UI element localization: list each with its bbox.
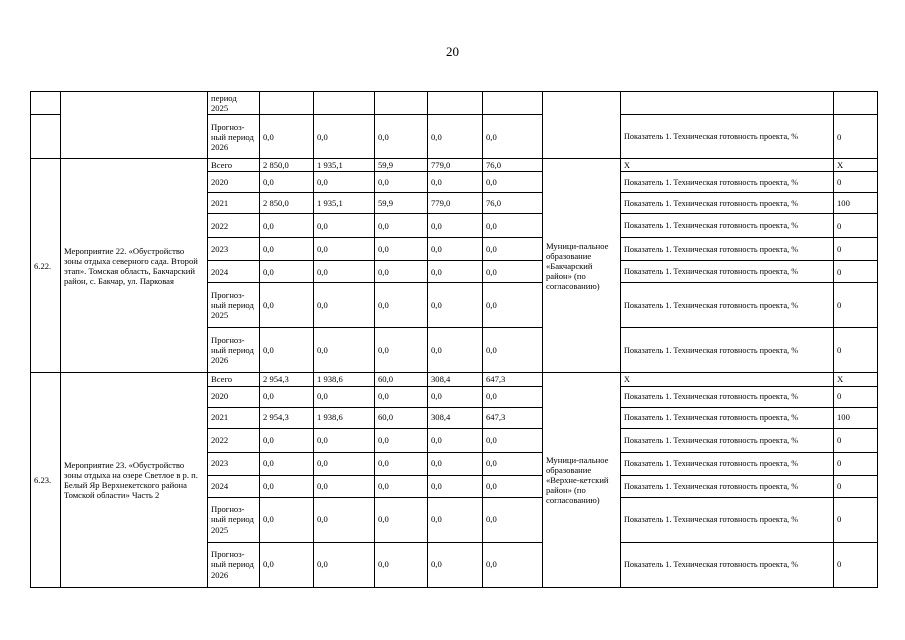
period-cell: 2021 [208, 193, 260, 214]
value-cell: 0,0 [483, 261, 543, 283]
value-cell: 0,0 [428, 428, 483, 452]
value-cell: 647,3 [483, 373, 543, 386]
value-cell: 0,0 [483, 328, 543, 373]
value-cell: 0,0 [428, 452, 483, 475]
period-cell: Прогноз-ный период 2026 [208, 542, 260, 587]
value-cell: 0,0 [375, 428, 428, 452]
table-body [31, 92, 878, 588]
value-cell: 0,0 [428, 328, 483, 373]
value-cell: 0,0 [375, 214, 428, 238]
period-cell: Прогноз-ный период 2026 [208, 328, 260, 373]
indicator-cell: Показатель 1. Техническая готовность проекта, % [621, 407, 834, 428]
table-row [31, 159, 878, 172]
period-cell: 2022 [208, 428, 260, 452]
indicator-value-cell: 100 [834, 193, 878, 214]
value-cell: 0,0 [375, 115, 428, 159]
period-cell: 2021 [208, 407, 260, 428]
indicator-value-cell: Х [834, 159, 878, 172]
indicator-value-cell: 100 [834, 407, 878, 428]
indicator-cell: Показатель 1. Техническая готовность проекта, % [621, 452, 834, 475]
value-cell: 0,0 [314, 328, 375, 373]
value-cell: 1 935,1 [314, 193, 375, 214]
table-row [31, 373, 878, 386]
value-cell: 0,0 [483, 452, 543, 475]
value-cell: 0,0 [260, 214, 314, 238]
value-cell: 0,0 [314, 428, 375, 452]
event-title-cell: Мероприятие 22. «Обустройство зоны отдыха северного сада. Второй этап». Томская область, Бакчарский район, с. Бакчар, ул. Парковая [61, 159, 208, 373]
indicator-cell: Показатель 1. Техническая готовность проекта, % [621, 328, 834, 373]
period-cell: 2022 [208, 214, 260, 238]
value-cell: 0,0 [260, 283, 314, 328]
value-cell: 60,0 [375, 373, 428, 386]
event-title-cell: Мероприятие 23. «Обустройство зоны отдыха на озере Светлое в р. п. Белый Яр Верхнекетского района Томской области» Часть 2 [61, 373, 208, 587]
table-row [31, 92, 878, 115]
indicator-cell: Показатель 1. Техническая готовность проекта, % [621, 475, 834, 497]
value-cell: 0,0 [483, 115, 543, 159]
value-cell: 0,0 [483, 214, 543, 238]
value-cell: 59,9 [375, 159, 428, 172]
value-cell: 0,0 [260, 542, 314, 587]
event-number-cell: 6.23. [31, 373, 61, 587]
value-cell: 779,0 [428, 159, 483, 172]
indicator-cell: Показатель 1. Техническая готовность проекта, % [621, 193, 834, 214]
value-cell: 0,0 [314, 283, 375, 328]
value-cell: 59,9 [375, 193, 428, 214]
value-cell: 0,0 [314, 542, 375, 587]
indicator-cell: Показатель 1. Техническая готовность проекта, % [621, 172, 834, 193]
period-cell: Прогноз-ный период 2025 [208, 283, 260, 328]
indicator-cell: Показатель 1. Техническая готовность проекта, % [621, 497, 834, 542]
value-cell: 2 954,3 [260, 373, 314, 386]
value-cell: 0,0 [314, 497, 375, 542]
value-cell: 0,0 [314, 172, 375, 193]
page-number: 20 [446, 44, 459, 59]
indicator-value-cell: 0 [834, 328, 878, 373]
value-cell: 647,3 [483, 407, 543, 428]
value-cell: 0,0 [375, 172, 428, 193]
value-cell: 0,0 [260, 238, 314, 261]
indicator-value-cell [834, 92, 878, 115]
period-cell: Прогноз-ный период 2025 [208, 497, 260, 542]
indicator-cell: Показатель 1. Техническая готовность проекта, % [621, 386, 834, 407]
value-cell: 0,0 [314, 261, 375, 283]
value-cell: 76,0 [483, 193, 543, 214]
value-cell: 60,0 [375, 407, 428, 428]
period-cell: 2020 [208, 386, 260, 407]
program-table [30, 91, 878, 588]
executor-cell [543, 92, 621, 159]
value-cell [375, 92, 428, 115]
value-cell: 0,0 [260, 497, 314, 542]
indicator-value-cell: 0 [834, 542, 878, 587]
period-cell: Всего [208, 159, 260, 172]
value-cell: 76,0 [483, 159, 543, 172]
value-cell: 0,0 [375, 283, 428, 328]
indicator-value-cell: 0 [834, 428, 878, 452]
value-cell: 0,0 [428, 172, 483, 193]
executor-cell: Муници-пальное образование «Бакчарский район» (по согласованию) [543, 159, 621, 373]
indicator-cell: Х [621, 373, 834, 386]
value-cell: 0,0 [483, 497, 543, 542]
value-cell: 0,0 [428, 386, 483, 407]
value-cell: 0,0 [428, 261, 483, 283]
indicator-value-cell: 0 [834, 452, 878, 475]
indicator-value-cell: 0 [834, 283, 878, 328]
value-cell [260, 92, 314, 115]
indicator-cell: Показатель 1. Техническая готовность проекта, % [621, 238, 834, 261]
value-cell: 0,0 [483, 475, 543, 497]
value-cell: 308,4 [428, 373, 483, 386]
value-cell: 0,0 [375, 452, 428, 475]
value-cell: 0,0 [260, 328, 314, 373]
period-cell: 2024 [208, 475, 260, 497]
value-cell: 0,0 [375, 328, 428, 373]
indicator-cell: Показатель 1. Техническая готовность проекта, % [621, 428, 834, 452]
value-cell: 1 938,6 [314, 373, 375, 386]
value-cell: 0,0 [483, 172, 543, 193]
period-cell: 2023 [208, 238, 260, 261]
value-cell: 0,0 [375, 542, 428, 587]
value-cell: 0,0 [314, 452, 375, 475]
value-cell: 0,0 [260, 115, 314, 159]
event-number-cell: 6.22. [31, 159, 61, 373]
indicator-cell [621, 92, 834, 115]
value-cell: 0,0 [428, 238, 483, 261]
value-cell: 0,0 [428, 283, 483, 328]
indicator-cell: Показатель 1. Техническая готовность проекта, % [621, 115, 834, 159]
row-number-cell [31, 115, 61, 159]
value-cell: 0,0 [428, 475, 483, 497]
indicator-cell: Показатель 1. Техническая готовность проекта, % [621, 261, 834, 283]
value-cell: 0,0 [260, 475, 314, 497]
value-cell: 2 850,0 [260, 193, 314, 214]
period-cell: Всего [208, 373, 260, 386]
value-cell: 0,0 [314, 214, 375, 238]
value-cell: 0,0 [375, 475, 428, 497]
period-cell: Прогноз-ный период 2026 [208, 115, 260, 159]
indicator-value-cell: 0 [834, 115, 878, 159]
value-cell: 0,0 [428, 497, 483, 542]
value-cell: 1 938,6 [314, 407, 375, 428]
value-cell: 0,0 [260, 452, 314, 475]
value-cell: 0,0 [483, 542, 543, 587]
indicator-cell: Показатель 1. Техническая готовность проекта, % [621, 542, 834, 587]
value-cell: 0,0 [428, 542, 483, 587]
value-cell: 0,0 [375, 261, 428, 283]
value-cell: 0,0 [483, 238, 543, 261]
period-cell: 2024 [208, 261, 260, 283]
value-cell: 0,0 [260, 386, 314, 407]
value-cell: 0,0 [375, 386, 428, 407]
value-cell: 2 954,3 [260, 407, 314, 428]
indicator-value-cell: 0 [834, 261, 878, 283]
indicator-cell: Показатель 1. Техническая готовность проекта, % [621, 283, 834, 328]
value-cell: 0,0 [375, 497, 428, 542]
value-cell: 0,0 [375, 238, 428, 261]
indicator-cell: Х [621, 159, 834, 172]
period-cell: 2023 [208, 452, 260, 475]
value-cell: 0,0 [428, 115, 483, 159]
indicator-value-cell: 0 [834, 214, 878, 238]
value-cell: 0,0 [483, 283, 543, 328]
indicator-value-cell: 0 [834, 475, 878, 497]
value-cell: 0,0 [260, 261, 314, 283]
indicator-value-cell: Х [834, 373, 878, 386]
indicator-value-cell: 0 [834, 238, 878, 261]
indicator-value-cell: 0 [834, 386, 878, 407]
value-cell [314, 92, 375, 115]
indicator-cell: Показатель 1. Техническая готовность проекта, % [621, 214, 834, 238]
value-cell: 0,0 [314, 115, 375, 159]
value-cell: 0,0 [314, 475, 375, 497]
value-cell: 0,0 [483, 428, 543, 452]
period-cell: период 2025 [208, 92, 260, 115]
period-cell: 2020 [208, 172, 260, 193]
value-cell: 779,0 [428, 193, 483, 214]
indicator-value-cell: 0 [834, 497, 878, 542]
event-title-cell [61, 92, 208, 159]
value-cell: 2 850,0 [260, 159, 314, 172]
value-cell: 308,4 [428, 407, 483, 428]
row-number-cell [31, 92, 61, 115]
value-cell: 0,0 [314, 238, 375, 261]
value-cell: 0,0 [260, 172, 314, 193]
value-cell: 0,0 [483, 386, 543, 407]
value-cell [428, 92, 483, 115]
value-cell: 0,0 [428, 214, 483, 238]
value-cell: 0,0 [314, 386, 375, 407]
indicator-value-cell: 0 [834, 172, 878, 193]
value-cell [483, 92, 543, 115]
value-cell: 1 935,1 [314, 159, 375, 172]
value-cell: 0,0 [260, 428, 314, 452]
executor-cell: Муници-пальное образование «Верхне-кетский район» (по согласованию) [543, 373, 621, 587]
